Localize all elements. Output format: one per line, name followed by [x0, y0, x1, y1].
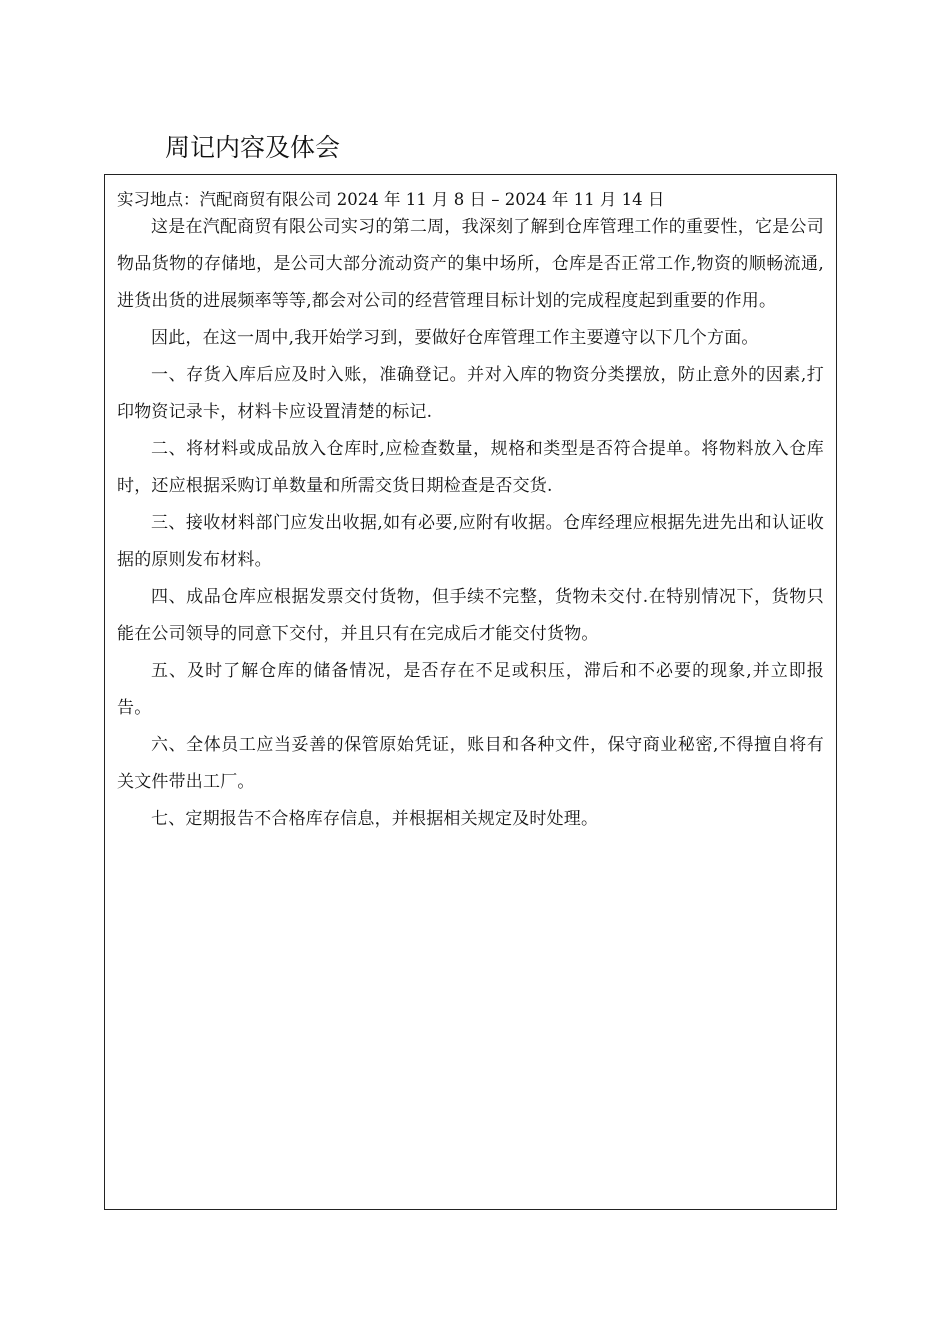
journal-paragraph-intro: 这是在汽配商贸有限公司实习的第二周，我深刻了解到仓库管理工作的重要性，它是公司物品货物的存储地，是公司大部分流动资产的集中场所，仓库是否正常工作,物资的顺畅流通,进货出货的进展频率等等,都会对公司的经营管理目标计划的完成程度起到重要的作用。: [117, 217, 824, 311]
journal-paragraph-item-2: 二、将材料或成品放入仓库时,应检查数量，规格和类型是否符合提单。将物料放入仓库时，还应根据采购订单数量和所需交货日期检查是否交货.: [117, 439, 824, 496]
journal-paragraph-item-7: 七、定期报告不合格库存信息，并根据相关规定及时处理。: [151, 809, 599, 829]
journal-paragraph-summary: 因此，在这一周中,我开始学习到，要做好仓库管理工作主要遵守以下几个方面。: [151, 328, 759, 348]
journal-paragraph-item-4: 四、成品仓库应根据发票交付货物，但手续不完整，货物未交付.在特别情况下，货物只能在公司领导的同意下交付，并且只有在完成后才能交付货物。: [117, 587, 824, 644]
journal-body: [117, 209, 824, 838]
journal-paragraph-item-6: 六、全体员工应当妥善的保管原始凭证，账目和各种文件，保守商业秘密,不得擅自将有关文件带出工厂。: [117, 735, 824, 792]
journal-paragraph-item-1: 一、存货入库后应及时入账，准确登记。并对入库的物资分类摆放，防止意外的因素,打印物资记录卡，材料卡应设置清楚的标记.: [117, 365, 824, 422]
journal-paragraph-item-3: 三、接收材料部门应发出收据,如有必要,应附有收据。仓库经理应根据先进先出和认证收据的原则发布材料。: [117, 513, 824, 570]
weekly-journal-box: [104, 174, 837, 1210]
journal-paragraph-item-5: 五、及时了解仓库的储备情况，是否存在不足或积压，滞后和不必要的现象,并立即报告。: [117, 661, 824, 718]
page-title: 周记内容及体会: [165, 133, 341, 162]
internship-location-line: 实习地点：汽配商贸有限公司 2024 年 11 月 8 日 – 2024 年 11 月 14 日: [117, 190, 665, 209]
